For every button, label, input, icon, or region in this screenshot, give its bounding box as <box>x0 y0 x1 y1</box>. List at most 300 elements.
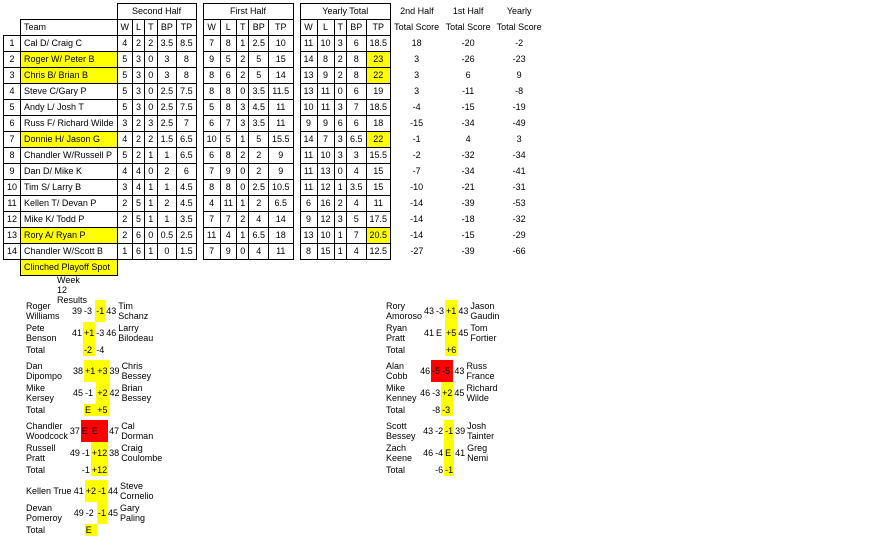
opponent-score: 45 <box>107 508 118 518</box>
row-second-half-total: -15 <box>410 118 424 128</box>
row-first-half-total: -39 <box>461 198 475 208</box>
row-yearly-1: 13 <box>317 164 334 180</box>
match-block <box>385 300 500 356</box>
block-total-value-2 <box>97 524 107 536</box>
spacer <box>196 68 203 84</box>
row-second-half-4: 6.5 <box>177 132 197 148</box>
row-first-half-0: 8 <box>203 68 220 84</box>
row-team: Chandler W/Russell P <box>21 148 118 164</box>
row-second-half-0: 4 <box>117 36 133 52</box>
block-total-spacer-a <box>105 344 117 356</box>
opponent-name: Tom Fortier <box>470 323 497 343</box>
table-row <box>4 68 545 84</box>
row-second-half-3: 2 <box>157 164 177 180</box>
player-value-1: -4 <box>435 448 444 458</box>
row-yearly-3: 6 <box>347 36 367 52</box>
row-yearly-2: 6 <box>334 116 347 132</box>
row-first-half-4: 14 <box>268 68 293 84</box>
block-total-row <box>25 464 163 476</box>
tail-header-yearly-l1: Yearly <box>506 6 532 16</box>
row-first-half-3: 4 <box>249 212 269 228</box>
row-yearly-4: 18.5 <box>366 36 391 52</box>
block-total-value-1 <box>435 344 445 356</box>
row-first-half-1: 8 <box>220 180 236 196</box>
player-score: 43 <box>423 426 434 436</box>
row-second-half-0: 5 <box>117 84 133 100</box>
row-second-half-2: 3 <box>145 116 158 132</box>
row-yearly-4: 22 <box>366 68 391 84</box>
spacer <box>196 148 203 164</box>
row-first-half-1: 9 <box>220 244 236 260</box>
row-second-half-0: 5 <box>117 68 133 84</box>
block-total-spacer-b <box>121 404 164 416</box>
row-second-half-3: 3.5 <box>157 36 177 52</box>
match-row <box>385 442 500 464</box>
row-first-half-total: -21 <box>461 182 475 192</box>
tail-header-yearly-l2: Total Score <box>496 22 542 32</box>
opponent-score: 43 <box>454 366 465 376</box>
opponent-score: 44 <box>107 486 118 496</box>
tail-header-1st-half-l2: Total Score <box>445 22 491 32</box>
row-second-half-total: -7 <box>412 166 421 176</box>
block-total-spacer-a <box>457 344 469 356</box>
group-header-second-half: Second Half <box>117 4 196 20</box>
row-first-half-total: -39 <box>461 246 475 256</box>
row-first-half-2: 2 <box>236 212 249 228</box>
block-total-spacer-b <box>119 524 163 536</box>
row-second-half-3: 2.5 <box>157 84 177 100</box>
row-second-half-4: 6 <box>177 164 197 180</box>
row-yearly-0: 9 <box>300 116 317 132</box>
row-first-half-1: 8 <box>220 84 236 100</box>
spacer <box>196 180 203 196</box>
row-yearly-total: -49 <box>512 118 526 128</box>
row-second-half-3: 2 <box>157 196 177 212</box>
row-second-half-2: 0 <box>145 164 158 180</box>
row-rank: 9 <box>4 164 21 180</box>
player-value-2: -1 <box>95 300 105 322</box>
spacer <box>293 180 300 196</box>
row-rank: 3 <box>4 68 21 84</box>
player-name: Mike Kersey <box>26 383 55 403</box>
row-rank: 14 <box>4 244 21 260</box>
player-value-1: -2 <box>435 426 444 436</box>
row-first-half-3: 5 <box>249 52 269 68</box>
row-first-half-0: 4 <box>203 196 220 212</box>
sub-header-yt-l: L <box>317 20 334 36</box>
spacer <box>196 52 203 68</box>
player-value-2: +2 <box>96 382 108 404</box>
row-second-half-3: 1 <box>157 212 177 228</box>
row-yearly-total: -34 <box>512 150 526 160</box>
player-name: Devan Pomeroy <box>26 503 63 523</box>
table-row <box>4 52 545 68</box>
blank-cell <box>293 260 300 276</box>
row-second-half-4: 1.5 <box>177 244 197 260</box>
row-first-half-1: 8 <box>220 100 236 116</box>
row-first-half-0: 11 <box>203 228 220 244</box>
opponent-score: 38 <box>109 448 120 458</box>
row-second-half-4: 4.5 <box>177 196 197 212</box>
match-block <box>385 420 500 476</box>
row-second-half-total: -14 <box>410 214 424 224</box>
row-team: Russ F/ Richard Wilde <box>21 116 118 132</box>
row-second-half-2: 0 <box>145 52 158 68</box>
row-second-half-1: 6 <box>133 228 145 244</box>
player-name: Pete Benson <box>26 323 57 343</box>
opponent-name: Gary Paling <box>120 503 146 523</box>
row-first-half-3: 4 <box>249 244 269 260</box>
row-first-half-3: 2.5 <box>249 36 269 52</box>
sub-header-yt-tp: TP <box>366 20 391 36</box>
row-first-half-4: 11 <box>268 116 293 132</box>
sub-header-sh-l: L <box>133 20 145 36</box>
row-first-half-total: -20 <box>461 38 475 48</box>
block-total-label: Total <box>386 345 406 355</box>
block-total-value-2: +5 <box>97 405 108 415</box>
match-row <box>385 322 500 344</box>
block-total-value-2: -3 <box>441 404 453 416</box>
spacer <box>196 212 203 228</box>
blank-cell <box>4 260 21 276</box>
sub-header-yt-w: W <box>300 20 317 36</box>
block-total-label: Total <box>26 525 46 535</box>
row-second-half-2: 1 <box>145 180 158 196</box>
row-second-half-1: 4 <box>133 164 145 180</box>
row-second-half-1: 2 <box>133 148 145 164</box>
row-first-half-1: 7 <box>220 116 236 132</box>
player-score: 38 <box>73 366 84 376</box>
match-block <box>385 360 500 416</box>
standings-group-header-row <box>4 4 545 20</box>
match-block <box>25 360 163 416</box>
block-total-row <box>25 344 163 356</box>
row-first-half-3: 6.5 <box>249 228 269 244</box>
row-second-half-0: 5 <box>117 100 133 116</box>
row-second-half-1: 2 <box>133 36 145 52</box>
row-second-half-3: 0 <box>157 244 177 260</box>
results-title: Week 12 Results <box>57 275 88 305</box>
blank-cell <box>249 260 269 276</box>
row-yearly-4: 12.5 <box>366 244 391 260</box>
row-first-half-2: 2 <box>236 148 249 164</box>
opponent-name: Craig Coulombe <box>121 443 163 463</box>
block-total-spacer-b <box>465 404 500 416</box>
spacer <box>196 244 203 260</box>
row-yearly-total: -2 <box>515 38 524 48</box>
sub-header-sh-bp: BP <box>157 20 177 36</box>
row-first-half-total: -11 <box>461 86 475 96</box>
row-second-half-4: 8.5 <box>177 36 197 52</box>
row-yearly-0: 13 <box>300 228 317 244</box>
blank-cell <box>203 260 220 276</box>
row-second-half-4: 7.5 <box>177 100 197 116</box>
row-second-half-2: 0 <box>145 68 158 84</box>
legend-clinched-playoff-spot: Clinched Playoff Spot <box>21 260 118 276</box>
blank-cell <box>443 260 494 276</box>
row-second-half-3: 0.5 <box>157 228 177 244</box>
row-yearly-4: 20.5 <box>366 228 391 244</box>
row-yearly-3: 8 <box>347 68 367 84</box>
opponent-score: 45 <box>454 388 465 398</box>
player-value-1: -3 <box>83 306 92 316</box>
spacer <box>293 244 300 260</box>
opponent-name: Greg Nemi <box>467 443 489 463</box>
player-score: 49 <box>73 508 84 518</box>
blank-cell <box>157 260 177 276</box>
player-value-1: -2 <box>85 508 94 518</box>
row-rank: 2 <box>4 52 21 68</box>
row-second-half-2: 2 <box>145 36 158 52</box>
group-header-first-half: First Half <box>203 4 293 20</box>
row-yearly-2: 1 <box>334 180 347 196</box>
row-yearly-1: 9 <box>317 68 334 84</box>
row-yearly-1: 9 <box>317 116 334 132</box>
player-value-1: -1 <box>81 448 90 458</box>
player-value-2: +1 <box>445 300 457 322</box>
opponent-score: 39 <box>109 366 120 376</box>
sub-header-sh-tp: TP <box>177 20 197 36</box>
row-yearly-total: -29 <box>512 230 526 240</box>
row-yearly-3: 8 <box>347 52 367 68</box>
row-first-half-2: 1 <box>236 196 249 212</box>
row-first-half-4: 9 <box>268 148 293 164</box>
row-yearly-3: 6 <box>347 116 367 132</box>
player-value-1: +2 <box>85 480 97 502</box>
row-yearly-0: 14 <box>300 132 317 148</box>
block-total-label: Total <box>386 405 406 415</box>
player-score: 41 <box>424 328 435 338</box>
block-total-value-1: -1 <box>81 465 90 475</box>
row-yearly-total: -41 <box>512 166 526 176</box>
row-yearly-0: 10 <box>300 100 317 116</box>
player-value-2: E <box>444 442 454 464</box>
row-second-half-2: 1 <box>145 148 158 164</box>
row-first-half-0: 8 <box>203 180 220 196</box>
block-total-blank <box>73 524 85 536</box>
row-yearly-1: 8 <box>317 52 334 68</box>
row-first-half-4: 6.5 <box>268 196 293 212</box>
player-score: 46 <box>420 388 431 398</box>
block-total-blank <box>71 344 83 356</box>
row-first-half-4: 18 <box>268 228 293 244</box>
blank-cell <box>268 260 293 276</box>
spacer <box>196 196 203 212</box>
row-yearly-1: 15 <box>317 244 334 260</box>
player-value-2: +5 <box>445 322 457 344</box>
block-total-spacer-b <box>466 464 500 476</box>
spacer <box>293 68 300 84</box>
row-first-half-2: 2 <box>236 52 249 68</box>
row-first-half-total: -34 <box>461 118 475 128</box>
opponent-name: Tim Schanz <box>118 301 149 321</box>
row-first-half-4: 11 <box>268 100 293 116</box>
row-yearly-1: 12 <box>317 212 334 228</box>
table-row <box>4 36 545 52</box>
row-second-half-4: 4.5 <box>177 180 197 196</box>
sub-header-fh-w: W <box>203 20 220 36</box>
row-first-half-3: 3.5 <box>249 84 269 100</box>
row-yearly-4: 19 <box>366 84 391 100</box>
match-block <box>25 480 163 536</box>
row-yearly-total: -32 <box>512 214 526 224</box>
player-score: 37 <box>69 426 80 436</box>
player-score: 49 <box>69 448 80 458</box>
row-second-half-1: 6 <box>133 244 145 260</box>
row-rank: 5 <box>4 100 21 116</box>
row-yearly-0: 11 <box>300 164 317 180</box>
block-total-value-1: -2 <box>83 344 95 356</box>
row-second-half-total: 18 <box>411 38 422 48</box>
sub-header-fh-bp: BP <box>249 20 269 36</box>
row-second-half-total: 3 <box>414 70 420 80</box>
blank-cell <box>196 260 203 276</box>
spacer <box>293 212 300 228</box>
row-first-half-total: -32 <box>461 150 475 160</box>
opponent-name: Jason Gaudin <box>470 301 500 321</box>
block-total-label: Total <box>26 465 46 475</box>
table-row <box>4 148 545 164</box>
row-yearly-0: 11 <box>300 148 317 164</box>
row-second-half-1: 3 <box>133 84 145 100</box>
row-rank: 1 <box>4 36 21 52</box>
row-yearly-3: 4 <box>347 196 367 212</box>
row-yearly-1: 10 <box>317 36 334 52</box>
row-yearly-4: 22 <box>366 132 391 148</box>
player-score: 46 <box>420 366 431 376</box>
row-yearly-total: 9 <box>516 70 522 80</box>
row-first-half-3: 2 <box>249 148 269 164</box>
spacer <box>293 84 300 100</box>
block-total-label: Total <box>386 465 406 475</box>
row-rank: 6 <box>4 116 21 132</box>
row-yearly-4: 17.5 <box>366 212 391 228</box>
row-first-half-0: 6 <box>203 148 220 164</box>
match-row <box>25 502 163 524</box>
row-first-half-total: -15 <box>461 230 475 240</box>
block-total-row <box>385 464 500 476</box>
match-row <box>25 382 163 404</box>
sub-header-fh-t: T <box>236 20 249 36</box>
player-name: Alan Cobb <box>386 361 408 381</box>
row-team: Steve C/Gary P <box>21 84 118 100</box>
spacer <box>196 36 203 52</box>
row-yearly-3: 3.5 <box>347 180 367 196</box>
opponent-score: 45 <box>458 328 469 338</box>
block-total-value-1: -6 <box>435 465 444 475</box>
sub-header-sh-t: T <box>145 20 158 36</box>
table-row <box>4 84 545 100</box>
row-rank: 12 <box>4 212 21 228</box>
row-rank: 11 <box>4 196 21 212</box>
row-second-half-0: 5 <box>117 52 133 68</box>
table-row <box>4 164 545 180</box>
block-total-spacer-a <box>109 404 121 416</box>
legend-row <box>4 260 545 276</box>
row-first-half-2: 0 <box>236 84 249 100</box>
block-total-spacer-b <box>469 344 500 356</box>
row-yearly-2: 0 <box>334 84 347 100</box>
opponent-name: Richard Wilde <box>466 383 498 403</box>
row-second-half-total: -10 <box>410 182 424 192</box>
row-first-half-4: 10.5 <box>268 180 293 196</box>
row-first-half-1: 4 <box>220 228 236 244</box>
row-second-half-2: 1 <box>145 212 158 228</box>
row-yearly-3: 7 <box>347 228 367 244</box>
blank-cell <box>300 260 317 276</box>
table-row <box>4 244 545 260</box>
block-total-spacer-b <box>120 464 163 476</box>
player-score: 39 <box>71 306 82 316</box>
player-value-2: -1 <box>97 480 107 502</box>
row-second-half-total: -1 <box>412 134 421 144</box>
row-first-half-4: 10 <box>268 36 293 52</box>
row-second-half-total: -14 <box>410 198 424 208</box>
block-total-row <box>25 404 163 416</box>
player-value-1: -1 <box>85 388 94 398</box>
row-rank: 4 <box>4 84 21 100</box>
row-yearly-4: 15 <box>366 180 391 196</box>
block-total-blank <box>69 464 81 476</box>
row-second-half-0: 2 <box>117 228 133 244</box>
block-total-blank <box>423 344 435 356</box>
row-yearly-0: 14 <box>300 52 317 68</box>
tail-header-1st-half-l1: 1st Half <box>452 6 484 16</box>
spacer <box>196 228 203 244</box>
row-first-half-2: 0 <box>236 244 249 260</box>
spacer <box>293 36 300 52</box>
player-value-1: -5 <box>431 360 441 382</box>
row-second-half-0: 3 <box>117 180 133 196</box>
player-name: Kellen True <box>26 486 72 496</box>
player-score: 46 <box>423 448 434 458</box>
block-total-label: Total <box>26 345 46 355</box>
row-first-half-0: 7 <box>203 212 220 228</box>
row-yearly-0: 13 <box>300 68 317 84</box>
sub-header-sh-w: W <box>117 20 133 36</box>
match-row <box>25 480 163 502</box>
row-yearly-total: -19 <box>512 102 526 112</box>
results-right-column <box>385 300 500 480</box>
row-yearly-2: 1 <box>334 244 347 260</box>
player-value-2: -5 <box>441 360 453 382</box>
spacer <box>196 116 203 132</box>
blank-cell <box>236 260 249 276</box>
row-rank: 13 <box>4 228 21 244</box>
player-value-1: -3 <box>432 388 441 398</box>
player-name: Dan Dipompo <box>26 361 63 381</box>
row-yearly-0: 8 <box>300 244 317 260</box>
sub-header-fh-l: L <box>220 20 236 36</box>
row-yearly-3: 5 <box>347 212 367 228</box>
row-second-half-4: 6.5 <box>177 148 197 164</box>
row-first-half-3: 4.5 <box>249 100 269 116</box>
row-second-half-4: 2.5 <box>177 228 197 244</box>
row-second-half-1: 2 <box>133 116 145 132</box>
row-first-half-1: 5 <box>220 132 236 148</box>
row-first-half-2: 3 <box>236 116 249 132</box>
row-first-half-3: 5 <box>249 68 269 84</box>
row-rank: 7 <box>4 132 21 148</box>
match-row <box>25 300 163 322</box>
row-first-half-2: 0 <box>236 164 249 180</box>
opponent-score: 41 <box>455 448 466 458</box>
row-second-half-2: 2 <box>145 132 158 148</box>
block-total-row <box>385 344 500 356</box>
table-row <box>4 180 545 196</box>
row-second-half-1: 4 <box>133 180 145 196</box>
row-yearly-2: 0 <box>334 164 347 180</box>
